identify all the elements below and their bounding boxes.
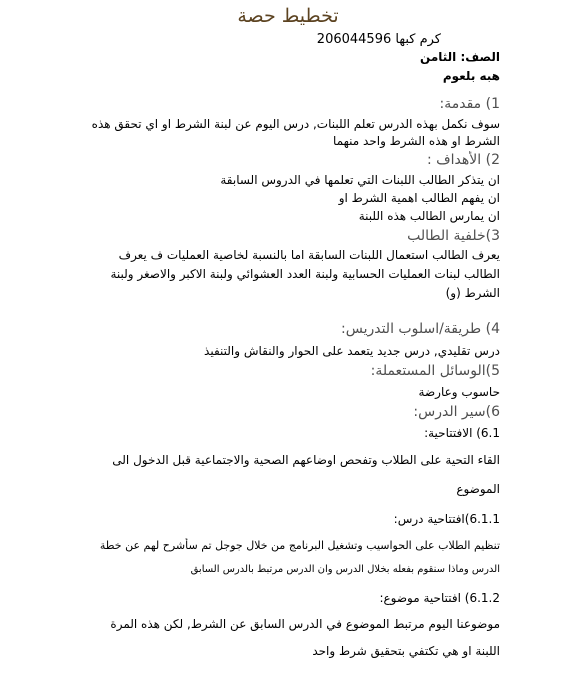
opening-heading: 6.1) الافتتاحية: [424, 426, 500, 440]
background-text: الطالب لبنات العمليات الحسابية ولبنة العدد العشوائي ولبنة الاكبر والاصغر ولبنة [110, 267, 500, 281]
flow-heading: 6)سير الدرس: [413, 404, 500, 420]
tools-heading: 5)الوسائل المستعملة: [370, 363, 500, 379]
opening-text: القاء التحية على الطلاب وتفحص اوضاعهم الصحية والاجتماعية قبل الدخول الى [112, 453, 500, 467]
topic-opening-text: موضوعنا اليوم مرتبط الموضوع في الدرس السابق عن الشرط, لكن هذه المرة [110, 617, 500, 631]
background-heading: 3)خلفية الطالب [407, 228, 500, 244]
tools-text: حاسوب وعارضة [418, 385, 500, 399]
background-text: الشرط (و) [445, 286, 500, 300]
intro-text: الشرط او هذه الشرط واحد منهما [333, 134, 500, 148]
topic-opening-heading: 6.1.2) افتتاحية موضوع: [379, 591, 500, 605]
goal-item: ان يفهم الطالب اهمية الشرط او [338, 191, 500, 205]
lesson-opening-text: تنظيم الطلاب على الحواسيب وتشغيل البرنامج من خلال جوجل تم سأشرح لهم عن خطة [99, 539, 500, 552]
opening-text: الموضوع [456, 482, 500, 496]
lesson-opening-heading: 6.1.1)افتتاحية درس: [393, 512, 500, 526]
method-text: درس تقليدي, درس جديد يتعمد على الحوار والنقاش والتنفيذ [204, 344, 500, 358]
method-heading: 4) طريقة/اسلوب التدريس: [341, 321, 500, 337]
goals-heading: 2) الأهداف : [426, 152, 500, 168]
document-title: تخطيط حصة [237, 5, 339, 27]
intro-heading: 1) مقدمة: [439, 96, 500, 112]
lesson-opening-text: الدرس وماذا سنقوم بفعله بخلال الدرس وان الدرس مرتبط بالدرس السابق [190, 564, 500, 575]
background-text: يعرف الطالب استعمال اللبنات السابقة اما بالنسبة لخاصية العمليات ف يعرف [118, 248, 500, 262]
topic-opening-text: اللبنة او هي تكتفي بتحقيق شرط واحد [312, 644, 500, 658]
class-label: الصف: الثامن [420, 50, 500, 64]
goal-item: ان يتذكر الطالب اللبنات التي تعلمها في الدروس السابقة [220, 173, 500, 187]
teacher-name: هبه بلعوم [442, 69, 500, 83]
author-line: كرم كبها 206044596 [316, 32, 441, 47]
goal-item: ان يمارس الطالب هذه اللبنة [358, 209, 500, 223]
intro-text: سوف نكمل بهذه الدرس تعلم اللبنات, درس اليوم عن لبنة الشرط او اي تحقق هذه [91, 117, 500, 131]
